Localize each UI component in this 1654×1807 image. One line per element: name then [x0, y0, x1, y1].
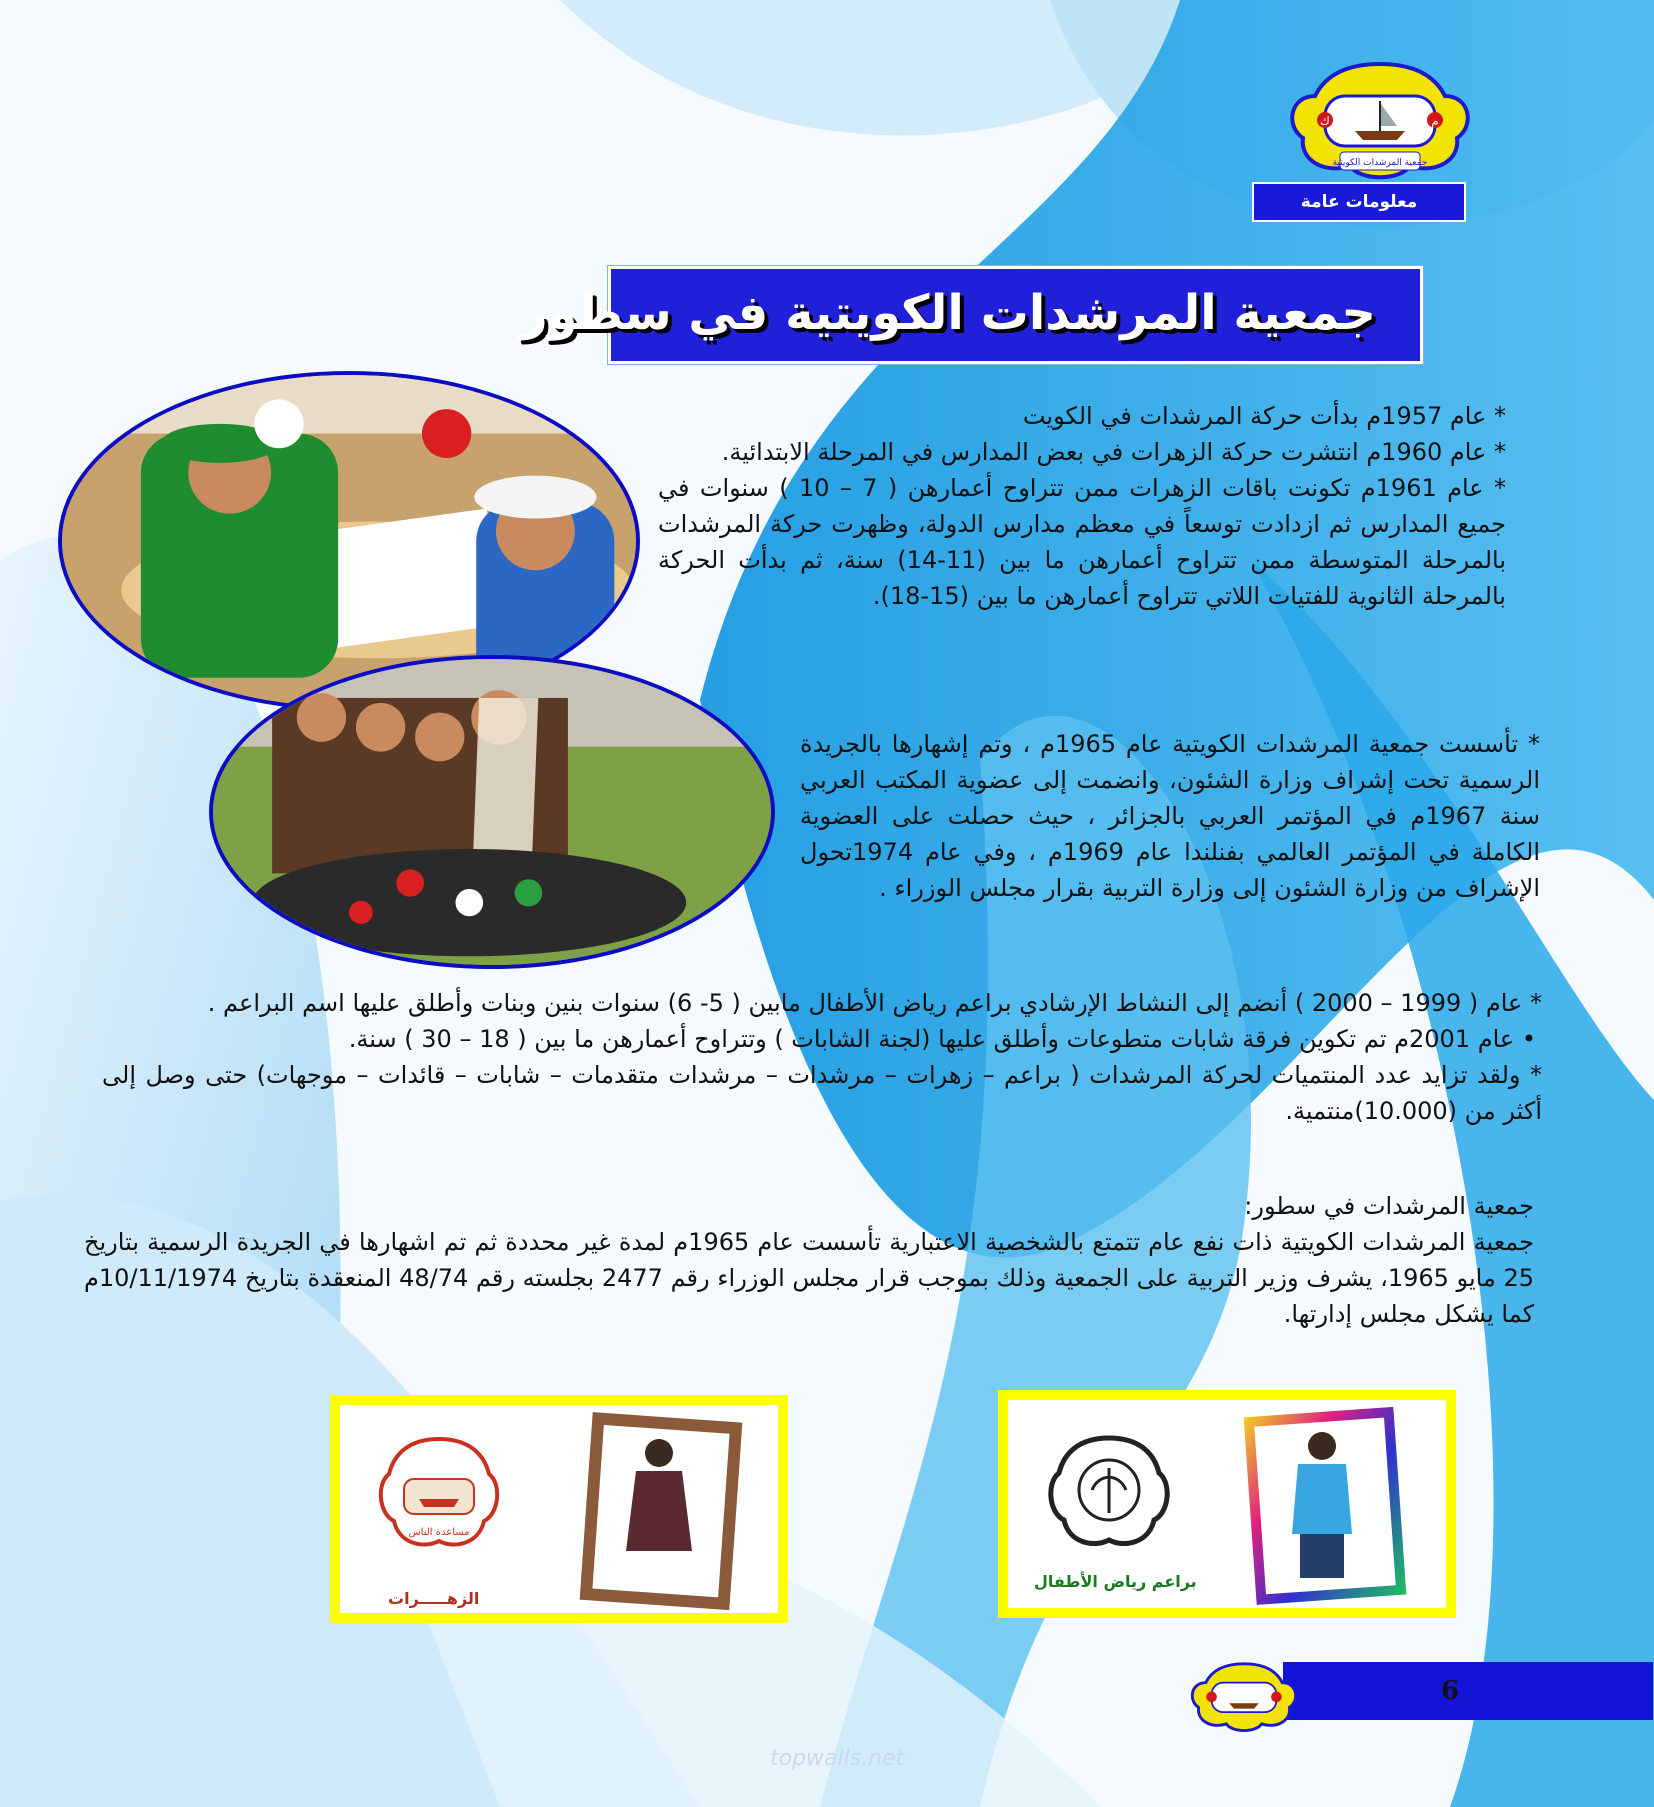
history-line-1960: * عام 1960م انتشرت حركة الزهرات في بعض المدارس في المرحلة الابتدائية.	[721, 438, 1506, 466]
guides-logo-bottom	[1188, 1658, 1300, 1738]
history-line-1957: * عام 1957م بدأت حركة المرشدات في الكويت	[1022, 402, 1506, 430]
guides-logo-top	[1285, 56, 1475, 188]
baraem-badge-icon	[1044, 1428, 1174, 1558]
page-number: 6	[1440, 1676, 1460, 1706]
photo-girls-crafts	[209, 655, 775, 969]
zahrat-uniform-photo	[574, 1411, 744, 1611]
history-paragraph-2: * تأسست جمعية المرشدات الكويتية عام 1965م ، وتم إشهارها بالجريدة الرسمية تحت إشراف وزارة الشئون، وانضمت إلى عضوية المكتب العربي سنة 1967م في المؤتمر العربي بالجزائر ، حيث حصلت على العضوية الكاملة في المؤتمر العالمي بفنلندا عام 1969م ، وفي عام 1974تحول الإشراف من وزارة الشئون إلى وزارة التربية بقرار مجلس الوزراء .	[800, 730, 1540, 902]
title-banner	[519, 266, 1423, 364]
history-paragraph-1	[658, 398, 1506, 614]
zahrat-badge-icon	[374, 1429, 504, 1579]
history-line-2001: • عام 2001م تم تكوين فرقة شابات متطوعات وأطلق عليها (لجنة الشابات ) وتتراوح أعمارهن ما بين ( 18 – 30 ) سنة.	[348, 1025, 1536, 1053]
zahrat-badge-caption: مساعدة الناس	[408, 1527, 470, 1538]
card-baraem	[998, 1390, 1456, 1618]
history-line-membership: * ولقد تزايد عدد المنتميات لحركة المرشدات ( براعم – زهرات – مرشدات – مرشدات متقدمات – شابات – قائدات – موجهات) حتى وصل إلى أكثر من (10.000)منتمية.	[102, 1061, 1542, 1125]
summary-body: جمعية المرشدات الكويتية ذات نفع عام تتمتع بالشخصية الاعتبارية تأسست عام 1965م لمدة غير محددة ثم تم اشهارها في الجريدة الرسمية بتاريخ 25 مايو 1965، يشرف وزير التربية على الجمعية وذلك بموجب قرار مجلس الوزراء رقم 2477 بجلسته رقم 48/74 المنعقدة بتاريخ 10/11/1974م كما يشكل مجلس إدارتها.	[84, 1228, 1535, 1328]
logo-caption: جمعية المرشدات الكويتية	[1332, 158, 1428, 168]
page-title: جمعية المرشدات الكويتية في سطور	[519, 285, 1376, 341]
history-paragraph-3	[102, 985, 1542, 1129]
watermark: topwalls.net	[770, 1746, 905, 1771]
baraem-uniform-photo	[1236, 1404, 1412, 1608]
history-line-1999: * عام ( 1999 – 2000 ) أنضم إلى النشاط الإرشادي براعم رياض الأطفال مابين ( 5- 6) سنوات بنين وبنات وأطلق عليها اسم البراعم .	[207, 989, 1542, 1017]
card-label-zahrat: الزهـــــرات	[388, 1589, 480, 1608]
logo-letter-left: ك	[1320, 114, 1330, 128]
section-tag: معلومات عامة	[1252, 182, 1466, 222]
card-zahrat	[330, 1395, 788, 1623]
history-paragraph-4	[84, 1188, 1534, 1332]
logo-letter-right: م	[1431, 114, 1439, 128]
card-label-baraem: براعم رياض الأطفال	[1034, 1572, 1197, 1591]
history-line-1961: * عام 1961م تكونت باقات الزهرات ممن تتراوح أعمارهن ( 7 – 10 ) سنوات في جميع المدارس ثم ازدادت توسعاً في معظم مدارس الدولة، وظهرت حركة المرشدات بالمرحلة المتوسطة ممن تتراوح أعمارهن ما بين (11-14) سنة، ثم بدأت الحركة بالمرحلة الثانوية للفتيات اللاتي تتراوح أعمارهن ما بين (15-18).	[658, 474, 1506, 610]
summary-heading: جمعية المرشدات في سطور:	[1244, 1192, 1534, 1220]
